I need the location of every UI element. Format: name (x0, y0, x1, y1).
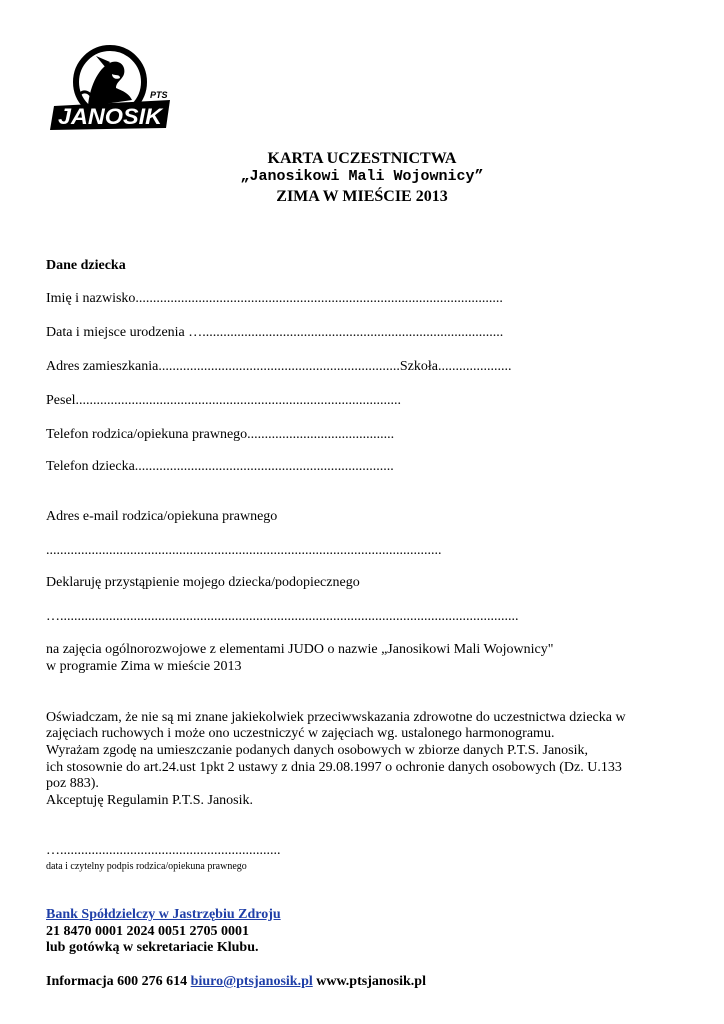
field-parent-phone[interactable]: Telefon rodzica/opiekuna prawnego.......................................... (46, 427, 395, 442)
signature-caption: data i czytelny podpis rodzica/opiekuna prawnego (46, 861, 247, 872)
field-child-phone[interactable]: Telefon dziecka.......................................................................... (46, 459, 394, 474)
club-logo (50, 44, 180, 134)
contact-line (46, 974, 426, 990)
bank-account-number: 21 8470 0001 2024 0051 2705 0001 (46, 924, 249, 939)
field-birth[interactable]: Data i miejsce urodzenia …...................................................................................... (46, 325, 504, 340)
declaration-label: Deklaruję przystąpienie mojego dziecka/podopiecznego (46, 575, 360, 590)
field-name[interactable]: Imię i nazwisko......................................................................................................... (46, 291, 503, 306)
field-declaration[interactable]: …................................................................................................................................... (46, 609, 519, 624)
program-line-1: na zajęcia ogólnorozwojowe z elementami JUDO o nazwie „Janosikowi Mali Wojownicy" (46, 642, 554, 657)
contact-website[interactable]: www.ptsjanosik.pl (312, 974, 426, 989)
logo-brand-text: JANOSIK (58, 104, 165, 129)
bank-name-link[interactable]: Bank Spółdzielczy w Jastrzębiu Zdroju (46, 907, 281, 922)
field-address-school[interactable]: Adres zamieszkania.....................................................................Szkoła..................... (46, 359, 512, 374)
contact-email-link[interactable]: biuro@ptsjanosik.pl (190, 974, 313, 989)
section-heading-child-data: Dane dziecka (46, 258, 126, 273)
statement-line-4: ich stosownie do art.24.ust 1pkt 2 ustawy z dnia 29.08.1997 o ochronie danych osobowych (Dz. U.133 (46, 760, 622, 775)
cash-payment-note: lub gotówką w sekretariacie Klubu. (46, 940, 259, 955)
field-email[interactable]: ................................................................................................................. (46, 543, 442, 558)
program-name: „Janosikowi Mali Wojownicy” (240, 168, 484, 185)
program-line-2: w programie Zima w mieście 2013 (46, 659, 242, 674)
edition-title: ZIMA W MIEŚCIE 2013 (276, 188, 448, 205)
field-pesel[interactable]: Pesel............................................................................................. (46, 393, 402, 408)
form-title: KARTA UCZESTNICTWA (267, 150, 457, 167)
janosik-logo-graphic (50, 44, 180, 134)
signature-line[interactable]: …............................................................... (46, 843, 281, 858)
contact-phone: Informacja 600 276 614 (46, 974, 191, 989)
statement-line-6: Akceptuję Regulamin P.T.S. Janosik. (46, 793, 253, 808)
statement-line-1: Oświadczam, że nie są mi znane jakiekolwiek przeciwwskazania zdrowotne do uczestnictwa dziecka w (46, 710, 626, 725)
statement-line-2: zajęciach ruchowych i może ono uczestniczyć w zajęciach wg. ustalonego harmonogramu. (46, 726, 555, 741)
statement-line-5: poz 883). (46, 776, 99, 791)
logo-tag-text: PTS (150, 90, 168, 100)
statement-line-3: Wyrażam zgodę na umieszczanie podanych danych osobowych w zbiorze danych P.T.S. Janosik, (46, 743, 589, 758)
email-label: Adres e-mail rodzica/opiekuna prawnego (46, 509, 278, 524)
